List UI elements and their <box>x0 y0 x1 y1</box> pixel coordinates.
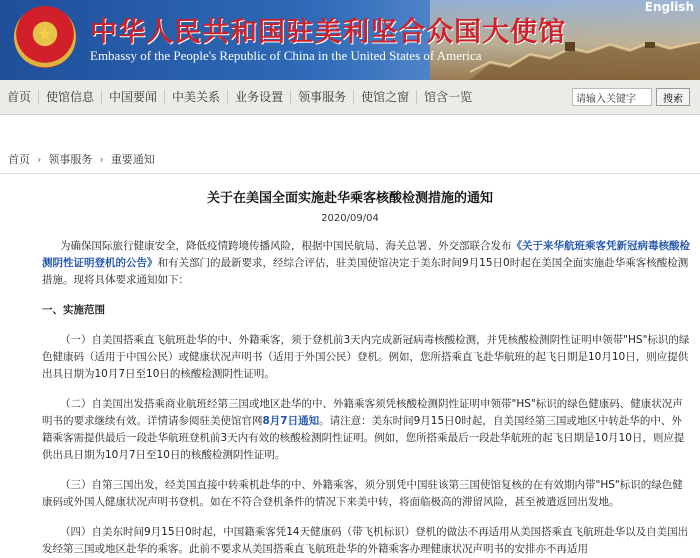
article-title: 关于在美国全面实施赴华乘客核酸检测措施的通知 <box>206 191 493 206</box>
section-heading: 一、实施范围 <box>42 304 105 316</box>
announcement-link[interactable]: 《关于来华航班乘客凭新冠病毒核酸检测阴性证明登机的公告》 <box>42 240 690 269</box>
breadcrumb-separator: › <box>37 152 42 166</box>
breadcrumb-notices[interactable]: 重要通知 <box>110 153 155 166</box>
breadcrumb-consular[interactable]: 领事服务 <box>48 153 93 166</box>
paragraph-2 <box>42 396 690 464</box>
nav-item-business[interactable]: 业务设置 <box>228 90 291 104</box>
paragraph-intro <box>42 238 690 289</box>
main-nav <box>0 80 700 115</box>
aug7-notice-link[interactable]: 8月7日通知 <box>262 415 320 427</box>
nav-item-window[interactable]: 使馆之窗 <box>354 90 417 104</box>
nav-item-home[interactable]: 首页 <box>0 90 39 104</box>
national-emblem-icon[interactable] <box>14 6 76 68</box>
paragraph-1: （一）自美国搭乘直飞航班赴华的中、外籍乘客，须于登机前3天内完成新冠病毒核酸检测，并凭核酸检测阴性证明申领带"HS"标识的绿色健康码（适用于中国公民）或健康状况声明书（适用于外国公民）登机。例如，您所搭乘直飞赴华航班的起飞日期是10月10日，则应提供出具日期为10月7日至10日的核酸检测阴性证明。 <box>42 334 690 380</box>
nav-item-china-news[interactable]: 中国要闻 <box>102 90 165 104</box>
article-body <box>0 238 700 558</box>
para2-text-a: （二）自美国出发搭乘商业航班经第三国或地区赴华的中、外籍乘客须凭核酸检测阴性证明申领带"HS"标识的绿色健康码、健康状况声明书的要求继续有效。详情请参阅驻美使馆官网 <box>42 398 683 427</box>
breadcrumb-home[interactable]: 首页 <box>8 153 30 166</box>
para2-text-b: 。请注意：美东时间9月15日0时起，自美国经第三国或地区中转赴华的中、外籍乘客需提供最后一段赴华航班登机前3天内有效的核酸检测阴性证明。例如，您所搭乘最后一段赴华航班的起飞日期是10月10日，则应提供出具日期为10月7日至10日的核酸检测阴性证明。 <box>42 415 685 461</box>
nav-item-embassy-info[interactable]: 使馆信息 <box>39 90 102 104</box>
english-link[interactable]: English <box>644 0 694 14</box>
paragraph-3: （三）自第三国出发，经美国直接中转乘机赴华的中、外籍乘客，须分别凭中国驻该第三国使馆复核的在有效期内带"HS"标识的绿色健康码或外国人健康状况声明书登机。如在不符合登机条件的情况下来美中转，将面临极高的滞留风险，甚至被遣返回出发地。 <box>42 479 683 508</box>
spacer <box>0 115 700 145</box>
site-banner <box>0 0 700 80</box>
nav-item-overview[interactable]: 馆含一览 <box>424 90 473 104</box>
article-date: 2020/09/04 <box>321 213 379 224</box>
star-icon: ★ <box>36 24 54 45</box>
nav-item-relations[interactable]: 中美关系 <box>165 90 228 104</box>
nav-item-consular[interactable]: 领事服务 <box>291 90 354 104</box>
intro-text-b: 和有关部门的最新要求，经综合评估，驻美国使馆决定于美东时间9月15日0时起在美国全面实施赴华乘客核酸检测措施。现将具体要求通知如下： <box>42 257 689 286</box>
site-title-en: Embassy of the People's Republic of China in the United States of America <box>90 48 482 63</box>
breadcrumb-separator: › <box>99 152 104 166</box>
breadcrumb <box>0 145 700 174</box>
paragraph-4: （四）自美东时间9月15日0时起，中国籍乘客凭14天健康码（带飞机标识）登机的做法不再适用从美国搭乘直飞航班赴华以及自美国出发经第三国或地区赴华的乘客。此前不要求从美国搭乘直飞航班赴华的外籍乘客办理健康状况声明书的安排亦不再适用 <box>42 526 689 555</box>
search-box <box>572 88 690 106</box>
search-button[interactable]: 搜索 <box>656 88 690 106</box>
site-title-cn: 中华人民共和国驻美利坚合众国大使馆 <box>90 17 566 48</box>
search-input[interactable] <box>572 88 652 106</box>
intro-text-a: 为确保国际旅行健康安全，降低疫情跨境传播风险，根据中国民航局、海关总署、外交部联合发布 <box>60 240 512 252</box>
